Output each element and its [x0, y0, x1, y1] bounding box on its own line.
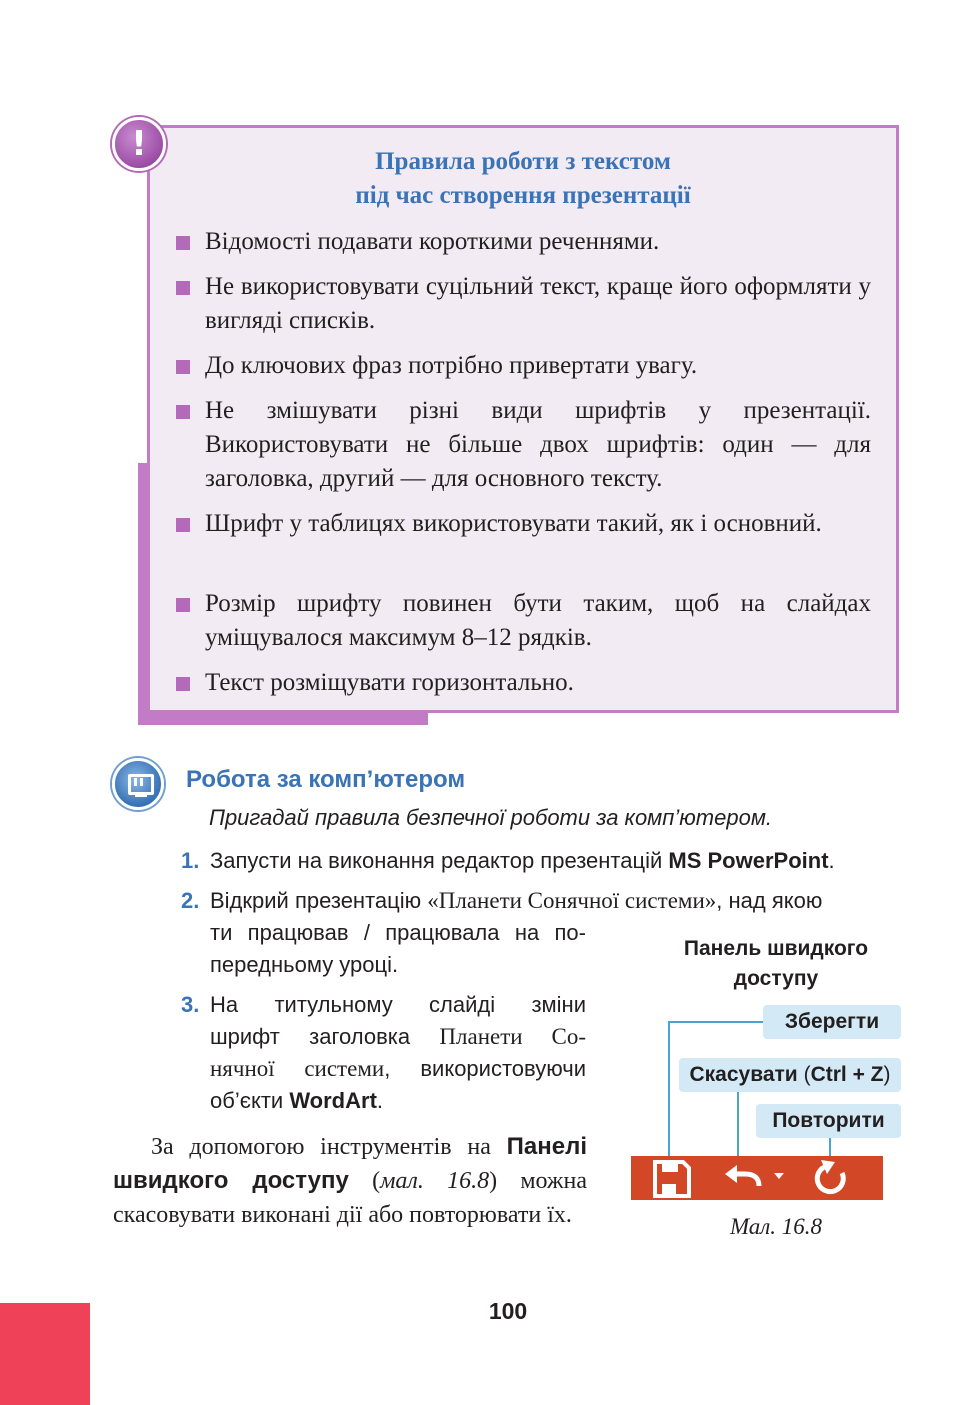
connector-line: [737, 1092, 739, 1160]
square-bullet-icon: [176, 236, 190, 250]
dropdown-arrow-icon[interactable]: [774, 1173, 784, 1179]
callout-save: Зберегти: [763, 1005, 901, 1039]
body-paragraph: За допомогою інструментів на Панелі швидкого доступу (мал. 16.8) можна скасовувати виконані дії або повторювати їх.: [113, 1133, 587, 1228]
rules-title: [150, 145, 896, 213]
square-bullet-icon: [176, 360, 190, 374]
page-number: 100: [488, 1298, 528, 1324]
square-bullet-icon: [176, 677, 190, 691]
rule-item: Не змішувати різні види шрифтів у презентації. Використовувати не більше двох шрифтів: один — для заголовка, другий — для основного тексту.: [205, 394, 871, 496]
connector-line: [668, 1021, 670, 1161]
square-bullet-icon: [176, 518, 190, 532]
square-bullet-icon: [176, 405, 190, 419]
step-item: 3. На титульному слайді зміни шрифт заголовка Планети Со- нячної системи, використовуючи об’єкти WordArt.: [181, 992, 586, 1113]
rules-title-line1: Правила роботи з текстом: [375, 148, 671, 175]
step-item: 2. Відкрий презентацію «Планети Сонячної системи», над якою ти працював / працювала на по- передньому уроці.: [181, 888, 823, 977]
rules-title-line2: під час створення презентації: [355, 182, 691, 209]
section-heading: Робота за комп’ютером: [186, 766, 466, 793]
figure-caption: Панель швидкого доступу: [683, 937, 869, 990]
rule-item: Відомості подавати короткими реченнями.: [205, 225, 871, 259]
square-bullet-icon: [176, 281, 190, 295]
square-bullet-icon: [176, 598, 190, 612]
rule-item: Шрифт у таблицях використовувати такий, як і основний.: [205, 507, 871, 541]
section-intro: Пригадай правила безпечної роботи за комп’ютером.: [209, 805, 773, 830]
quick-access-toolbar: [631, 1156, 883, 1200]
redo-icon[interactable]: [817, 1160, 843, 1192]
exclamation-icon: !: [112, 117, 166, 171]
step-item: 1. Запусти на виконання редактор презентацій MS PowerPoint.: [181, 848, 835, 873]
figure-label: Мал. 16.8: [729, 1214, 823, 1239]
rule-item: Розмір шрифту повинен бути таким, щоб на слайдах уміщувалося максимум 8–12 рядків.: [205, 587, 871, 655]
floppy-disk-icon[interactable]: [655, 1162, 689, 1196]
rule-item: Не використовувати суцільний текст, краще його оформляти у вигляді списків.: [205, 270, 871, 338]
callout-undo: Скасувати (Ctrl + Z): [679, 1058, 901, 1092]
connector-line: [668, 1021, 766, 1023]
corner-tab: [0, 1303, 90, 1405]
rule-item: До ключових фраз потрібно привертати увагу.: [205, 349, 871, 383]
undo-icon[interactable]: [725, 1165, 759, 1186]
computer-icon: [112, 758, 164, 810]
rule-item: Текст розміщувати горизонтально.: [205, 666, 871, 700]
callout-redo: Повторити: [756, 1104, 901, 1138]
